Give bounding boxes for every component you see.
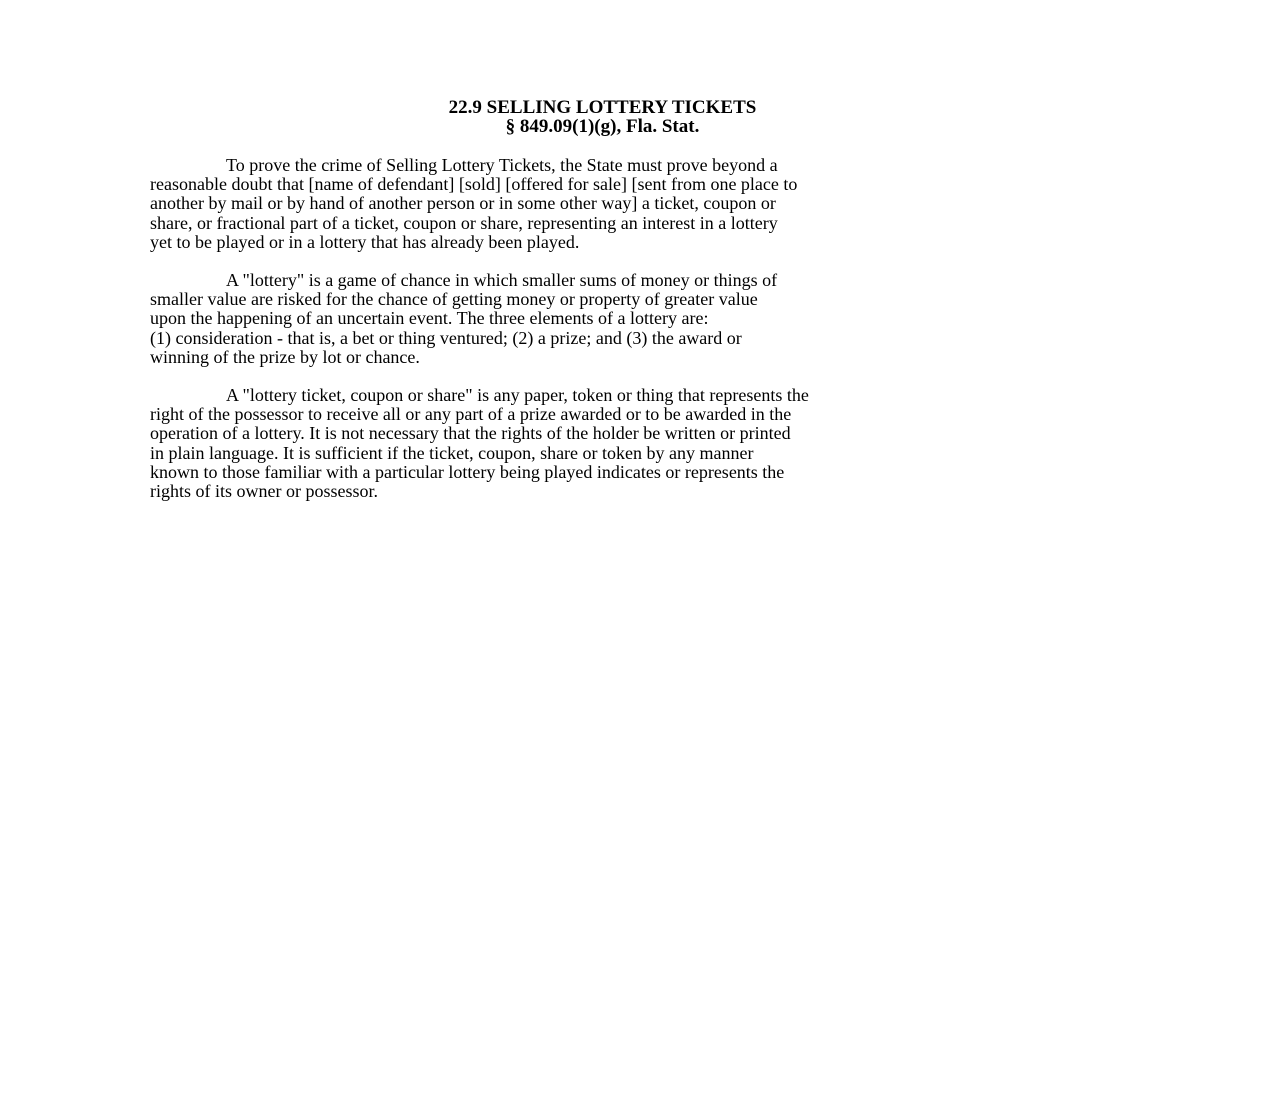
- text-line: A "lottery" is a game of chance in which smaller sums of money or things of: [226, 270, 778, 291]
- text-line: in plain language. It is sufficient if the ticket, coupon, share or token by any manner: [150, 442, 754, 463]
- paragraph-lottery-definition: [150, 271, 1055, 367]
- text-line: right of the possessor to receive all or any part of a prize awarded or to be awarded in the: [150, 404, 792, 425]
- text-line: smaller value are risked for the chance of getting money or property of greater value: [150, 289, 758, 310]
- text-line: operation of a lottery. It is not necessary that the rights of the holder be written or printed: [150, 423, 791, 444]
- paragraph-elements-of-crime: [150, 156, 1055, 252]
- text-line: A "lottery ticket, coupon or share" is any paper, token or thing that represents the: [226, 385, 809, 406]
- text-line: yet to be played or in a lottery that has already been played.: [150, 231, 580, 252]
- text-line: share, or fractional part of a ticket, coupon or share, representing an interest in a lottery: [150, 212, 778, 233]
- text-line: To prove the crime of Selling Lottery Tickets, the State must prove beyond a: [226, 155, 778, 175]
- text-line: winning of the prize by lot or chance.: [150, 346, 420, 367]
- text-line: known to those familiar with a particular lottery being played indicates or represents the: [150, 461, 785, 482]
- document-page: [150, 98, 1055, 501]
- text-line: upon the happening of an uncertain event. The three elements of a lottery are:: [150, 308, 709, 329]
- text-line: another by mail or by hand of another person or in some other way] a ticket, coupon or: [150, 193, 776, 214]
- document-title: 22.9 SELLING LOTTERY TICKETS: [448, 97, 757, 118]
- text-line: (1) consideration - that is, a bet or thing ventured; (2) a prize; and (3) the award or: [150, 327, 742, 348]
- text-line: reasonable doubt that [name of defendant] [sold] [offered for sale] [sent from one place to: [150, 174, 798, 195]
- document-heading: [150, 98, 1055, 136]
- statute-citation: § 849.09(1)(g), Fla. Stat.: [505, 116, 700, 137]
- text-line: rights of its owner or possessor.: [150, 481, 378, 502]
- paragraph-ticket-definition: [150, 386, 1055, 501]
